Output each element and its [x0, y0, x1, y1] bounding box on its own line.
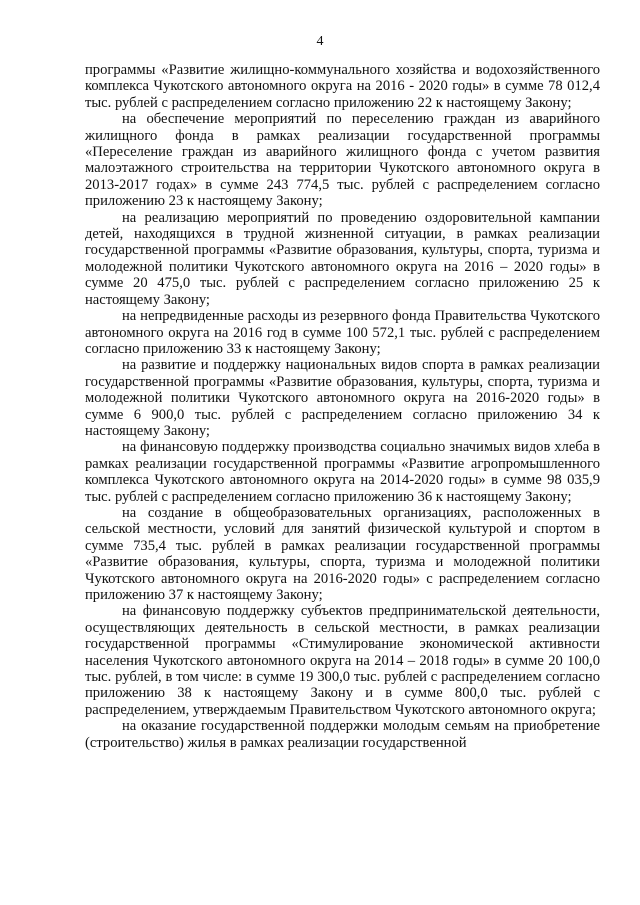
paragraph-resettlement: на обеспечение мероприятий по переселению граждан из аварийного жилищного фонда в рамках реализации государственной программы «Переселение граждан из аварийного жилищного фонда с учетом развития малоэтажного строительства на территории Чукотского автономного округа в 2013-2017 годах» в сумме 243 774,5 тыс. рублей с распределением согласно приложению 23 к настоящему Закону;	[85, 111, 600, 210]
paragraph-national-sports: на развитие и поддержку национальных видов спорта в рамках реализации государственной программы «Развитие образования, культуры, спорта, туризма и молодежной политики Чукотского автономного округа на 2016-2020 годы» в сумме 6 900,0 тыс. рублей с распределением согласно приложению 34 к настоящему Закону;	[85, 357, 600, 439]
page-number: 4	[316, 34, 324, 49]
document-body	[85, 62, 600, 751]
paragraph-bread-production: на финансовую поддержку производства социально значимых видов хлеба в рамках реализации государственной программы «Развитие агропромышленного комплекса Чукотского автономного округа на 2014-2020 годы» в сумме 98 035,9 тыс. рублей с распределением согласно приложению 36 к настоящему Закону;	[85, 439, 600, 505]
paragraph-rural-business-support: на финансовую поддержку субъектов предпринимательской деятельности, осуществляющих деятельность в сельской местности, в рамках реализации государственной программы «Стимулирование экономической активности населения Чукотского автономного округа на 2014 – 2018 годы» в сумме 20 100,0 тыс. рублей, в том числе: в сумме 19 300,0 тыс. рублей с распределением согласно приложению 38 к настоящему Закону и в сумме 800,0 тыс. рублей с распределением, утверждаемым Правительством Чукотского автономного округа;	[85, 603, 600, 718]
paragraph-young-families-housing: на оказание государственной поддержки молодым семьям на приобретение (строительство) жилья в рамках реализации государственной	[85, 718, 600, 751]
paragraph-housing-utilities: программы «Развитие жилищно-коммунального хозяйства и водохозяйственного комплекса Чукотского автономного округа на 2016 - 2020 годы» в сумме 78 012,4 тыс. рублей с распределением согласно приложению 22 к настоящему Закону;	[85, 62, 600, 111]
paragraph-children-recreation: на реализацию мероприятий по проведению оздоровительной кампании детей, находящихся в трудной жизненной ситуации, в рамках реализации государственной программы «Развитие образования, культуры, спорта, туризма и молодежной политики Чукотского автономного округа на 2016 – 2020 годы» в сумме 20 475,0 тыс. рублей с распределением согласно приложению 25 к настоящему Закону;	[85, 209, 600, 308]
paragraph-reserve-fund: на непредвиденные расходы из резервного фонда Правительства Чукотского автономного округа на 2016 год в сумме 100 572,1 тыс. рублей с распределением согласно приложению 33 к настоящему Закону;	[85, 308, 600, 357]
paragraph-rural-schools-sport: на создание в общеобразовательных организациях, расположенных в сельской местности, условий для занятий физической культурой и спортом в сумме 735,4 тыс. рублей в рамках реализации государственной программы «Развитие образования, культуры, спорта, туризма и молодежной политики Чукотского автономного округа на 2016-2020 годы» с распределением согласно приложению 37 к настоящему Закону;	[85, 504, 600, 603]
